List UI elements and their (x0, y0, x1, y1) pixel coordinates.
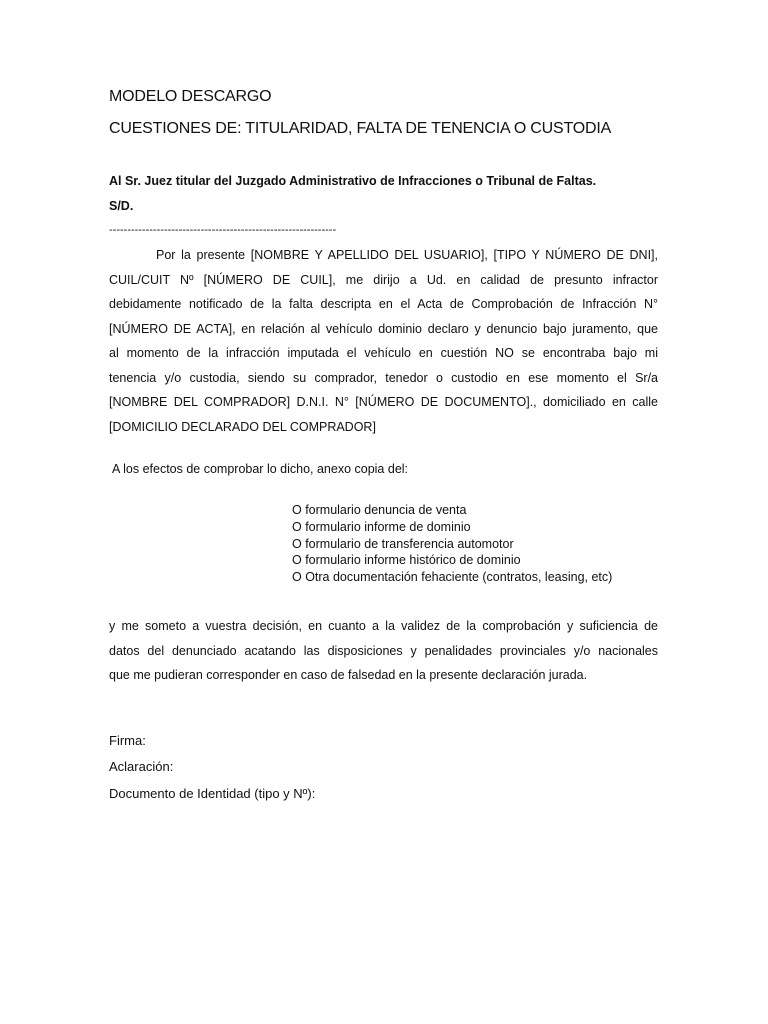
annex-intro: A los efectos de comprobar lo dicho, anexo copia del: (112, 462, 409, 476)
signature-label: Firma: (109, 733, 146, 748)
paragraph-line: debidamente notificado de la falta descripta en el Acta de Comprobación de Infracción N° (109, 297, 658, 311)
paragraph-line: [NÚMERO DE ACTA], en relación al vehículo dominio declaro y denuncio bajo juramento, que (109, 321, 658, 336)
paragraph-line: tenencia y/o custodia, siendo su comprador, tenedor o custodio en ese momento el Sr/a (109, 370, 658, 385)
submission-paragraph (109, 614, 658, 688)
attachment-item: O formulario informe histórico de dominio (292, 553, 521, 568)
paragraph-line: [DOMICILIO DECLARADO DEL COMPRADOR] (109, 419, 376, 434)
paragraph-line: Por la presente [NOMBRE Y APELLIDO DEL USUARIO], [TIPO Y NÚMERO DE DNI], (156, 248, 658, 262)
attachment-item: O formulario informe de dominio (292, 519, 471, 534)
attachment-list (292, 502, 612, 586)
addressee-line: Al Sr. Juez titular del Juzgado Administrativo de Infracciones o Tribunal de Faltas. (109, 174, 597, 188)
paragraph-line: datos del denunciado acatando las disposiciones y penalidades provinciales y/o nacionales (109, 643, 658, 658)
clarification-label: Aclaración: (109, 759, 174, 774)
statement-paragraph (109, 243, 658, 439)
attachment-item: O Otra documentación fehaciente (contratos, leasing, etc) (292, 570, 613, 585)
paragraph-line: [NOMBRE DEL COMPRADOR] D.N.I. N° [NÚMERO DE DOCUMENTO]., domiciliado en calle (109, 395, 658, 409)
paragraph-line: que me pudieran corresponder en caso de falsedad en la presente declaración jurada. (109, 668, 588, 682)
sd-line: S/D. (109, 199, 134, 213)
dashed-divider: -------------------------------------------------------------- (109, 224, 337, 236)
attachment-item: O formulario denuncia de venta (292, 503, 467, 517)
paragraph-line: y me someto a vuestra decisión, en cuanto a la validez de la comprobación y suficiencia de (109, 619, 658, 633)
paragraph-line: al momento de la infracción imputada el vehículo en cuestión NO se encontraba bajo mi (109, 346, 658, 360)
document-title: MODELO DESCARGO (109, 88, 272, 105)
attachment-item: O formulario de transferencia automotor (292, 536, 514, 551)
paragraph-line: CUIL/CUIT Nº [NÚMERO DE CUIL], me dirijo a Ud. en calidad de presunto infractor (109, 272, 658, 287)
document-subtitle: CUESTIONES DE: TITULARIDAD, FALTA DE TENENCIA O CUSTODIA (109, 120, 612, 137)
id-document-label: Documento de Identidad (tipo y Nº): (109, 786, 316, 801)
